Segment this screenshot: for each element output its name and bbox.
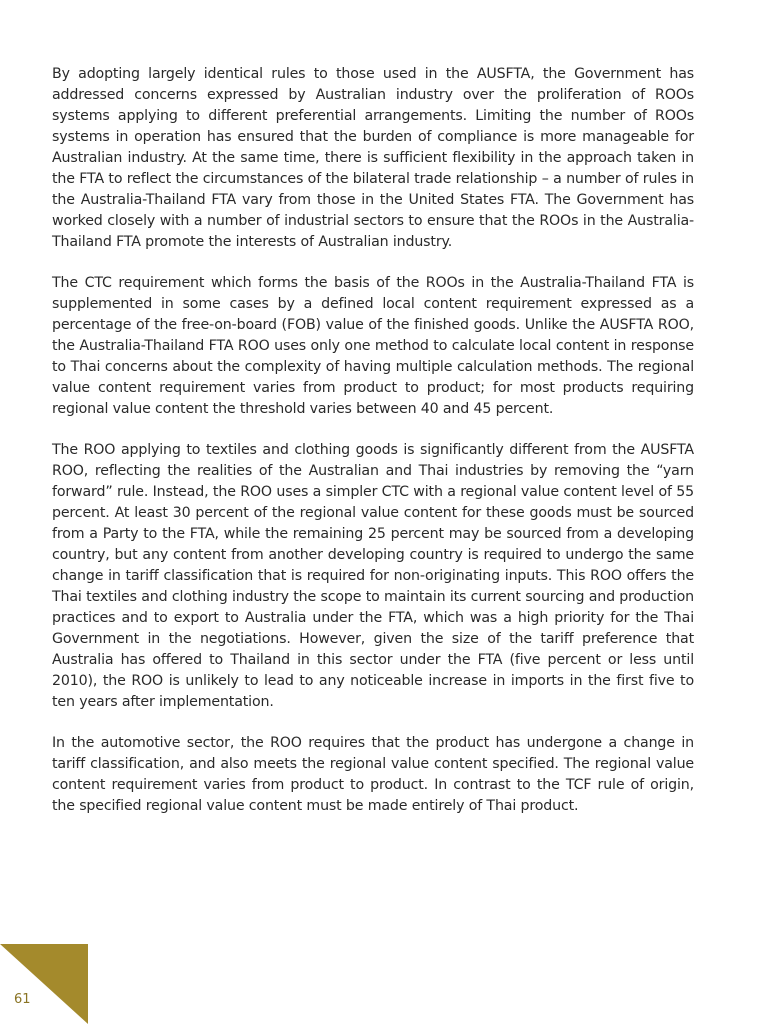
gold-triangle (0, 944, 88, 1024)
paragraph-automotive-sector: In the automotive sector, the ROO requires that the product has undergone a change in tariff classification, and also meets the regional value content specified. The regional value content requirement varies from product to product. In contrast to the TCF rule of origin, the specified regional value content must be made entirely of Thai product. (52, 735, 694, 814)
corner-triangle-decoration (0, 944, 88, 1024)
paragraph-textiles-clothing: The ROO applying to textiles and clothing goods is significantly different from the AUSFTA ROO, reflecting the realities of the Australian and Thai industries by removing the “yarn forward” rule. Instead, the ROO uses a simpler CTC with a regional value content level of 55 percent. At least 30 percent of the regional value content for these goods must be sourced from a Party to the FTA, while the remaining 25 percent may be sourced from a developing country, but any content from another developing country is required to undergo the same change in tariff classification that is required for non-originating inputs. This ROO offers the Thai textiles and clothing industry the scope to maintain its current sourcing and production practices and to export to Australia under the FTA, which was a high priority for the Thai Government in the negotiations. However, given the size of the tariff preference that Australia has offered to Thailand in this sector under the FTA (five percent or less until 2010), the ROO is unlikely to lead to any noticeable increase in imports in the first five to ten years after implementation. (52, 442, 694, 710)
document-body (52, 64, 694, 837)
page-number: 61 (14, 992, 31, 1007)
paragraph-roo-systems: By adopting largely identical rules to those used in the AUSFTA, the Government has addressed concerns expressed by Australian industry over the proliferation of ROOs systems applying to different preferential arrangements. Limiting the number of ROOs systems in operation has ensured that the burden of compliance is more manageable for Australian industry. At the same time, there is sufficient flexibility in the approach taken in the FTA to reflect the circumstances of the bilateral trade relationship – a number of rules in the Australia-Thailand FTA vary from those in the United States FTA. The Government has worked closely with a number of industrial sectors to ensure that the ROOs in the Australia-Thailand FTA promote the interests of Australian industry. (52, 66, 694, 250)
paragraph-ctc-requirement: The CTC requirement which forms the basis of the ROOs in the Australia-Thailand FTA is supplemented in some cases by a defined local content requirement expressed as a percentage of the free-on-board (FOB) value of the finished goods. Unlike the AUSFTA ROO, the Australia-Thailand FTA ROO uses only one method to calculate local content in response to Thai concerns about the complexity of having multiple calculation methods. The regional value content requirement varies from product to product; for most products requiring regional value content the threshold varies between 40 and 45 percent. (52, 275, 694, 417)
